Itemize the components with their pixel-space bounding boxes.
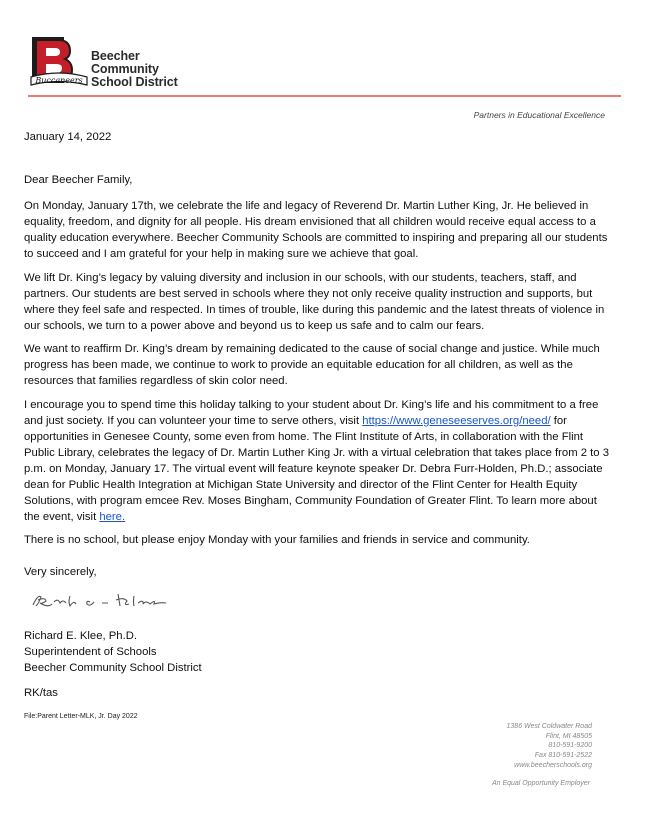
- file-note: File:Parent Letter-MLK, Jr. Day 2022: [24, 713, 138, 720]
- logo-script-text: Buccaneers: [35, 76, 83, 85]
- address-block: [507, 722, 592, 771]
- paragraph-4: [24, 397, 614, 525]
- geneseeserves-link[interactable]: https://www.geneseeserves.org/need/: [362, 415, 551, 427]
- closing: Very sincerely,: [24, 566, 97, 578]
- equal-opportunity-note: An Equal Opportunity Employer: [491, 780, 590, 787]
- district-line: School District: [91, 75, 178, 89]
- tagline: Partners in Educational Excellence: [473, 110, 605, 120]
- paragraph-text: We want to reaffirm Dr. King’s dream by remaining dedicated to the cause of social change and justice. While much progress has been made, we continue to work to provide an equitable education for all children, as well as the resources that families regardless of skin color need.: [24, 343, 600, 387]
- signature-block: [24, 628, 614, 676]
- paragraph-text: There is no school, but please enjoy Monday with your families and friends in service and community.: [24, 534, 530, 546]
- address-line: 1386 West Coldwater Road: [506, 723, 592, 730]
- signer-name: Richard E. Klee, Ph.D.: [24, 630, 138, 642]
- address-line: www.beecherschools.org: [514, 761, 592, 769]
- signer-org: Beecher Community School District: [24, 662, 202, 674]
- paragraph-1: [24, 198, 614, 262]
- address-line: Fax 810-591-2522: [534, 752, 592, 760]
- address-line: 810-591-9200: [548, 742, 592, 750]
- signer-title: Superintendent of Schools: [24, 646, 157, 658]
- header-rule: [28, 95, 621, 97]
- district-line: Community: [91, 62, 159, 76]
- initials: RK/tas: [24, 687, 58, 699]
- paragraph-3: [24, 341, 614, 389]
- beecher-b-logo: [30, 36, 88, 88]
- district-line: Beecher: [91, 49, 140, 63]
- letter-date: January 14, 2022: [24, 131, 112, 143]
- handwritten-signature: [30, 588, 180, 612]
- paragraph-text: for opportunities in Genesee County, some even from home. The Flint Institute of Arts, in collaboration with the Flint Public Library, celebrates the legacy of Dr. Martin Luther King Jr. with a virtual celebration that takes place from 2 to 3 p.m. on Monday, January 17. The virtual event will feature keynote speaker Dr. Debra Furr-Holden, Ph.D.; associate dean for Public Health Integration at Michigan State University and director of the Flint Center for Health Equity Solutions, with program emcee Rev. Moses Bingham, Community Foundation of Greater Flint. To learn more about the event, visit: [24, 415, 610, 523]
- district-name: [91, 50, 178, 89]
- paragraph-5: [24, 532, 614, 548]
- paragraph-text: We lift Dr. King’s legacy by valuing diversity and inclusion in our schools, with our students, teachers, staff, and partners. Our students are best served in schools where they not only receive quality instruction and supports, but where they feel safe and respected. In times of trouble, like during this pandemic and the latest threats of violence in our schools, we turn to a power above and beyond us to keep us safe and to calm our fears.: [24, 272, 605, 332]
- address-line: Flint, MI 48505: [545, 732, 592, 740]
- event-info-link[interactable]: here.: [99, 511, 126, 523]
- paragraph-text: I encourage you to spend time this holiday talking to your student about Dr. King’s life and his commitment to a free and just society. If you can volunteer your time to serve others, visit: [24, 399, 599, 427]
- salutation: Dear Beecher Family,: [24, 174, 133, 186]
- paragraph-text: On Monday, January 17th, we celebrate the life and legacy of Reverend Dr. Martin Luther King, Jr. He believed in equality, freedom, and dignity for all people. His dream envisioned that all children would receive equal access to a quality education everywhere. Beecher Community Schools are committed to inspiring and preparing all our students to succeed and I am grateful for your help in making sure we achieve that goal.: [24, 200, 608, 260]
- paragraph-2: [24, 270, 614, 334]
